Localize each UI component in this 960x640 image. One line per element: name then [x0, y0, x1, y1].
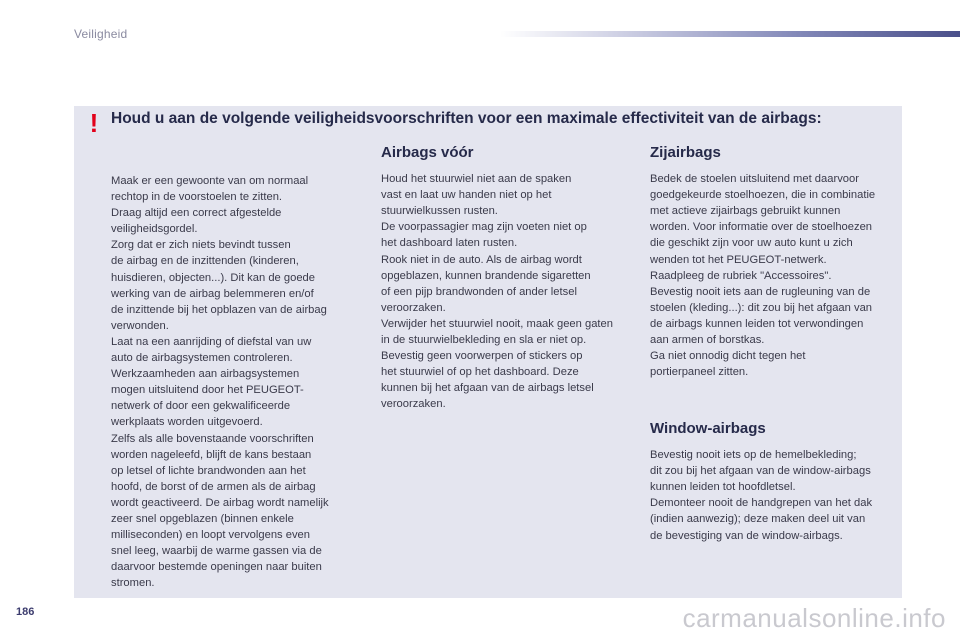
text-line: het dashboard laten rusten.: [381, 237, 518, 250]
text-line: Bevestig nooit iets op de hemelbekleding;: [650, 449, 857, 462]
text-line: huisdieren, objecten...). Dit kan de goede: [111, 271, 315, 284]
intro-text: [111, 173, 355, 591]
page-number: 186: [16, 606, 35, 618]
text-line: met actieve zijairbags gebruikt kunnen: [650, 205, 841, 218]
text-line: Demonteer nooit de handgrepen van het dak: [650, 497, 873, 510]
text-line: stoelen (kleding...): dit zou bij het afgaan van: [650, 301, 873, 314]
text-line: Bedek de stoelen uitsluitend met daarvoor: [650, 173, 859, 186]
text-line: kunnen bij het afgaan van de airbags letsel: [381, 382, 594, 395]
text-line: mogen uitsluitend door het PEUGEOT-: [111, 384, 304, 397]
side-airbags-text: [650, 171, 900, 380]
text-line: de inzittende bij het opblazen van de airbag: [111, 303, 327, 316]
text-line: de airbag en de inzittenden (kinderen,: [111, 255, 299, 268]
text-line: werking van de airbag belemmeren en/of: [111, 287, 314, 300]
text-line: worden nageleefd, blijft de kans bestaan: [111, 448, 312, 461]
text-line: veroorzaken.: [381, 301, 446, 314]
text-line: opgeblazen, kunnen brandende sigaretten: [381, 269, 591, 282]
text-line: Ga niet onnodig dicht tegen het: [650, 350, 806, 363]
text-line: werkplaats worden uitgevoerd.: [111, 416, 263, 429]
exclamation-icon: !: [89, 108, 99, 138]
side-airbags-column: [650, 145, 900, 380]
window-airbags-text: [650, 447, 900, 544]
text-line: Werkzaamheden aan airbagsystemen: [111, 368, 300, 381]
text-line: het stuurwiel of op het dashboard. Deze: [381, 366, 579, 379]
text-line: aan armen of borstkas.: [650, 334, 765, 347]
text-line: netwerk of door een gekwalificeerde: [111, 400, 291, 413]
text-line: Zorg dat er zich niets bevindt tussen: [111, 239, 291, 252]
text-line: Laat na een aanrijding of diefstal van uw: [111, 335, 312, 348]
text-line: rechtop in de voorstoelen te zitten.: [111, 191, 283, 204]
text-line: of een pijp brandwonden of ander letsel: [381, 285, 577, 298]
text-line: hoofd, de borst of de armen als de airbag: [111, 480, 316, 493]
text-line: snel leeg, waarbij de warme gassen via de: [111, 545, 322, 558]
text-line: wenden tot het PEUGEOT-netwerk.: [650, 253, 827, 266]
text-line: vast en laat uw handen niet op het: [381, 189, 552, 202]
intro-column: [111, 173, 355, 591]
text-line: worden. Voor informatie over de stoelhoezen: [650, 221, 873, 234]
text-line: Verwijder het stuurwiel nooit, maak geen gaten: [381, 317, 613, 330]
window-airbags-heading: Window-airbags: [650, 420, 766, 437]
front-airbags-text: [381, 171, 633, 412]
text-line: Draag altijd een correct afgestelde: [111, 207, 282, 220]
text-line: daarvoor bestemde openingen naar buiten: [111, 561, 322, 574]
text-line: de airbags kunnen leiden tot verwondingen: [650, 317, 864, 330]
text-line: de bevestiging van de window-airbags.: [650, 529, 843, 542]
front-airbags-heading: Airbags vóór: [381, 144, 474, 161]
text-line: veroorzaken.: [381, 398, 446, 411]
window-airbags-column: [650, 421, 900, 544]
text-line: Maak er een gewoonte van om normaal: [111, 175, 309, 187]
text-line: Raadpleeg de rubriek "Accessoires".: [650, 269, 832, 282]
section-label: Veiligheid: [74, 27, 128, 41]
text-line: goedgekeurde stoelhoezen, die in combinatie: [650, 189, 876, 202]
text-line: stromen.: [111, 577, 155, 590]
text-line: Rook niet in de auto. Als de airbag wordt: [381, 253, 582, 266]
text-line: wordt geactiveerd. De airbag wordt namelijk: [111, 496, 329, 509]
text-line: milliseconden) en loopt vervolgens even: [111, 529, 311, 542]
text-line: die geschikt zijn voor uw auto kunt u zich: [650, 237, 853, 250]
text-line: Zelfs als alle bovenstaande voorschriften: [111, 432, 314, 445]
warning-title: Houd u aan de volgende veiligheidsvoorschriften voor een maximale effectiviteit van de airbags:: [111, 110, 822, 127]
text-line: kunnen leiden tot hoofdletsel.: [650, 481, 796, 494]
text-line: dit zou bij het afgaan van de window-airbags: [650, 465, 871, 478]
side-airbags-heading: Zijairbags: [650, 144, 721, 161]
text-line: op letsel of lichte brandwonden aan het: [111, 464, 306, 477]
header-gradient-bar: [500, 31, 960, 37]
text-line: portierpaneel zitten.: [650, 366, 749, 379]
text-line: Bevestig nooit iets aan de rugleuning van de: [650, 285, 871, 298]
text-line: Houd het stuurwiel niet aan de spaken: [381, 173, 572, 186]
text-line: stuurwielkussen rusten.: [381, 205, 498, 218]
watermark: carmanualsonline.info: [682, 603, 946, 633]
text-line: zeer snel opgeblazen (binnen enkele: [111, 512, 294, 525]
text-line: Bevestig geen voorwerpen of stickers op: [381, 350, 583, 363]
text-line: auto de airbagsystemen controleren.: [111, 352, 293, 365]
text-line: (indien aanwezig); deze maken deel uit van: [650, 513, 866, 526]
front-airbags-column: [381, 145, 633, 413]
text-line: verwonden.: [111, 319, 169, 332]
text-line: De voorpassagier mag zijn voeten niet op: [381, 221, 587, 234]
text-line: in de stuurwielbekleding en sla er niet op.: [381, 334, 587, 347]
text-line: veiligheidsgordel.: [111, 223, 198, 236]
